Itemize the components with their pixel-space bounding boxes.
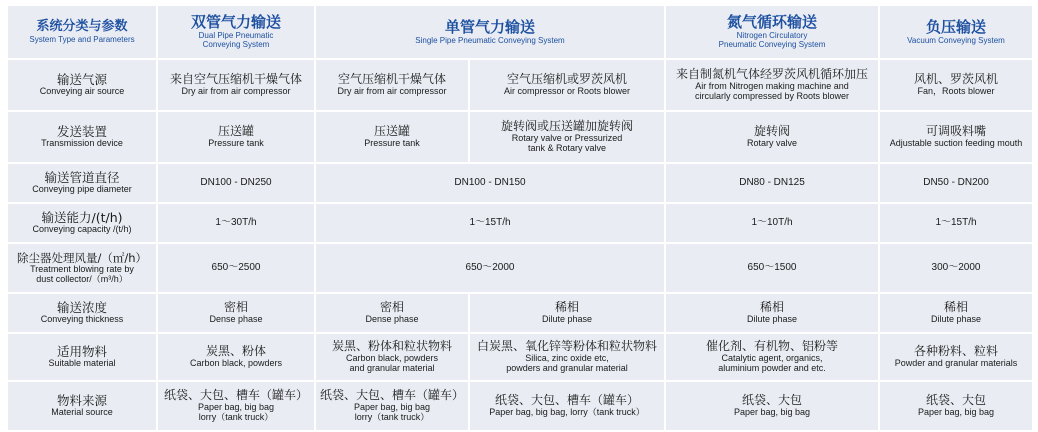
header-param [8,6,156,58]
cell-zh: 风机、罗茨风机 [914,72,999,87]
row-transmission-device [8,112,1032,162]
row-label [8,244,156,292]
cell-en: Dilute phase [541,314,593,325]
cell-en: lorry（tank truck） [198,411,274,422]
cell-en: Dense phase [365,314,419,325]
cell-en: Dilute phase [746,314,798,325]
cell-en: Fan，Roots blower [917,86,995,97]
system-spec-table [6,4,1034,432]
cell-en: Paper bag, big bag [917,407,995,418]
header-param-zh: 系统分类与参数 [36,18,128,34]
cell-single: DN100 - DN150 [316,164,664,202]
row-capacity [8,204,1032,242]
row-label [8,294,156,332]
cell-zh: 纸袋、大包、槽车（罐车） [163,388,308,403]
cell-zh: 炭黑、粉体 [205,344,266,359]
cell-single-2 [470,334,664,380]
cell-zh: 纸袋、大包 [926,393,987,408]
label-en: Suitable material [48,358,116,369]
label-zh: 发送装置 [56,123,107,139]
header-nitrogen-en1: Nitrogen Circulatory [736,31,808,41]
cell-en: Silica, zinc oxide etc, [525,353,609,364]
cell-zh: 稀相 [555,300,580,315]
cell-en: aluminium powder and etc. [718,362,826,373]
cell-vacuum: DN50 - DN200 [880,164,1032,202]
header-dual-zh: 双管气力输送 [190,13,281,32]
cell-zh: 稀相 [944,300,969,315]
label-zh: 物料来源 [56,392,107,408]
header-nitrogen [666,6,878,58]
cell-zh: 旋转阀 [754,124,791,139]
cell-zh: 纸袋、大包 [742,393,803,408]
label-zh: 除尘器处理风量/（㎡/h） [16,250,148,265]
cell-single-2 [470,112,664,162]
cell-en: Paper bag, big bag, lorry（tank truck） [489,407,645,418]
cell-en: Dense phase [209,314,263,325]
cell-zh: 可调吸料嘴 [926,124,987,139]
header-param-en: System Type and Parameters [29,34,135,44]
label-en: Treatment blowing rate by [30,263,134,274]
cell-en: tank & Rotary valve [527,142,607,153]
cell-en: circularly compressed by Roots blower [694,90,850,101]
label-zh: 适用物料 [56,343,107,359]
cell-vacuum [880,294,1032,332]
header-nitrogen-en2: Pneumatic Conveying System [718,40,826,50]
cell-nitrogen: 650～1500 [666,244,878,292]
cell-zh: 压送罐 [373,124,410,139]
cell-single-1 [316,112,468,162]
cell-nitrogen [666,112,878,162]
cell-nitrogen [666,294,878,332]
cell-zh: 来自空气压缩机干燥气体 [169,72,302,87]
cell-zh: 纸袋、大包、槽车（罐车） [495,393,640,408]
label-en: dust collector/（m³/h） [36,273,128,284]
cell-zh: 空气压缩机干燥气体 [337,72,446,87]
cell-en: Dry air from air compressor [337,86,447,97]
row-air-source [8,60,1032,110]
cell-dual [158,382,314,430]
cell-single-2 [470,60,664,110]
cell-dual [158,112,314,162]
row-thickness [8,294,1032,332]
cell-zh: 压送罐 [217,124,254,139]
cell-vacuum: 300～2000 [880,244,1032,292]
cell-en: Dilute phase [930,314,982,325]
label-en: Conveying air source [39,86,125,97]
cell-en: Air compressor or Roots blower [503,86,631,97]
row-label [8,164,156,202]
label-en: Conveying pipe diameter [32,184,132,195]
cell-nitrogen [666,60,878,110]
label-zh: 输送能力/(t/h) [41,209,123,225]
row-suitable-material [8,334,1032,380]
cell-single-1 [316,294,468,332]
cell-vacuum [880,382,1032,430]
cell-dual [158,334,314,380]
cell-dual [158,294,314,332]
cell-single-1 [316,382,468,430]
header-dual-en1: Dual Pipe Pneumatic [198,31,274,41]
header-nitrogen-zh: 氮气循环输送 [727,13,818,32]
cell-single-1 [316,60,468,110]
cell-en: and granular material [349,362,435,373]
cell-single-2 [470,294,664,332]
cell-en: Air from Nitrogen making machine and [695,81,849,92]
row-label [8,334,156,380]
label-en: Material source [51,407,113,418]
cell-en: Rotary valve [747,138,798,149]
row-material-source [8,382,1032,430]
cell-vacuum [880,334,1032,380]
cell-zh: 旋转阀或压送罐加旋转阀 [501,119,634,134]
cell-zh: 白炭黑、氧化锌等粉体和粒状物料 [477,339,658,354]
cell-en: Rotary valve or Pressurized [511,133,623,144]
cell-single-2 [470,382,664,430]
row-label [8,60,156,110]
header-single-zh: 单管气力输送 [445,17,536,36]
label-zh: 输送浓度 [56,299,107,315]
cell-en: Paper bag, big bag [733,407,811,418]
cell-en: Paper bag, big bag [197,402,275,413]
label-en: Transmission device [41,138,123,149]
cell-en: Pressure tank [364,138,420,149]
row-pipe-diameter [8,164,1032,202]
header-dual [158,6,314,58]
row-label [8,382,156,430]
cell-zh: 密相 [223,300,248,315]
cell-en: Pressure tank [208,138,264,149]
cell-dual: 650～2500 [158,244,314,292]
cell-single: 1～15T/h [316,204,664,242]
cell-en: Carbon black, powders [345,353,439,364]
cell-en: Carbon black, powders [189,358,283,369]
cell-en: Paper bag, big bag [353,402,431,413]
label-zh: 输送管道直径 [44,169,120,185]
cell-zh: 稀相 [760,300,785,315]
cell-en: Catalytic agent, organics, [721,353,823,364]
cell-en: powders and granular material [506,362,628,373]
cell-vacuum: 1～15T/h [880,204,1032,242]
cell-single: 650～2000 [316,244,664,292]
label-en: Conveying thickness [40,314,124,325]
cell-en: Dry air from air compressor [181,86,291,97]
cell-nitrogen [666,382,878,430]
cell-zh: 纸袋、大包、槽车（罐车） [319,388,464,403]
header-vacuum-zh: 负压输送 [926,17,987,36]
cell-single-1 [316,334,468,380]
cell-zh: 各种粉料、粒料 [914,344,999,359]
cell-zh: 密相 [379,300,404,315]
row-label [8,112,156,162]
cell-vacuum [880,112,1032,162]
label-zh: 输送气源 [56,71,107,87]
cell-en: lorry（tank truck） [354,411,430,422]
header-vacuum [880,6,1032,58]
cell-zh: 炭黑、粉体和粒状物料 [331,339,452,354]
row-blowing-rate [8,244,1032,292]
cell-zh: 催化剂、有机物、铝粉等 [706,339,839,354]
row-label [8,204,156,242]
cell-vacuum [880,60,1032,110]
label-en: Conveying capacity /(t/h) [32,224,132,235]
cell-zh: 来自制氮机气体经罗茨风机循环加压 [676,67,869,82]
cell-dual [158,60,314,110]
cell-zh: 空气压缩机或罗茨风机 [507,72,628,87]
header-vacuum-en: Vacuum Conveying System [907,35,1005,45]
header-row [8,6,1032,58]
cell-en: Adjustable suction feeding mouth [889,138,1023,149]
cell-nitrogen: 1～10T/h [666,204,878,242]
cell-dual: 1～30T/h [158,204,314,242]
header-dual-en2: Conveying System [202,40,270,50]
cell-nitrogen [666,334,878,380]
header-single-en: Single Pipe Pneumatic Conveying System [415,35,565,45]
cell-dual: DN100 - DN250 [158,164,314,202]
header-single [316,6,664,58]
cell-nitrogen: DN80 - DN125 [666,164,878,202]
cell-en: Powder and granular materials [894,358,1018,369]
spec-table-container [6,4,1030,422]
